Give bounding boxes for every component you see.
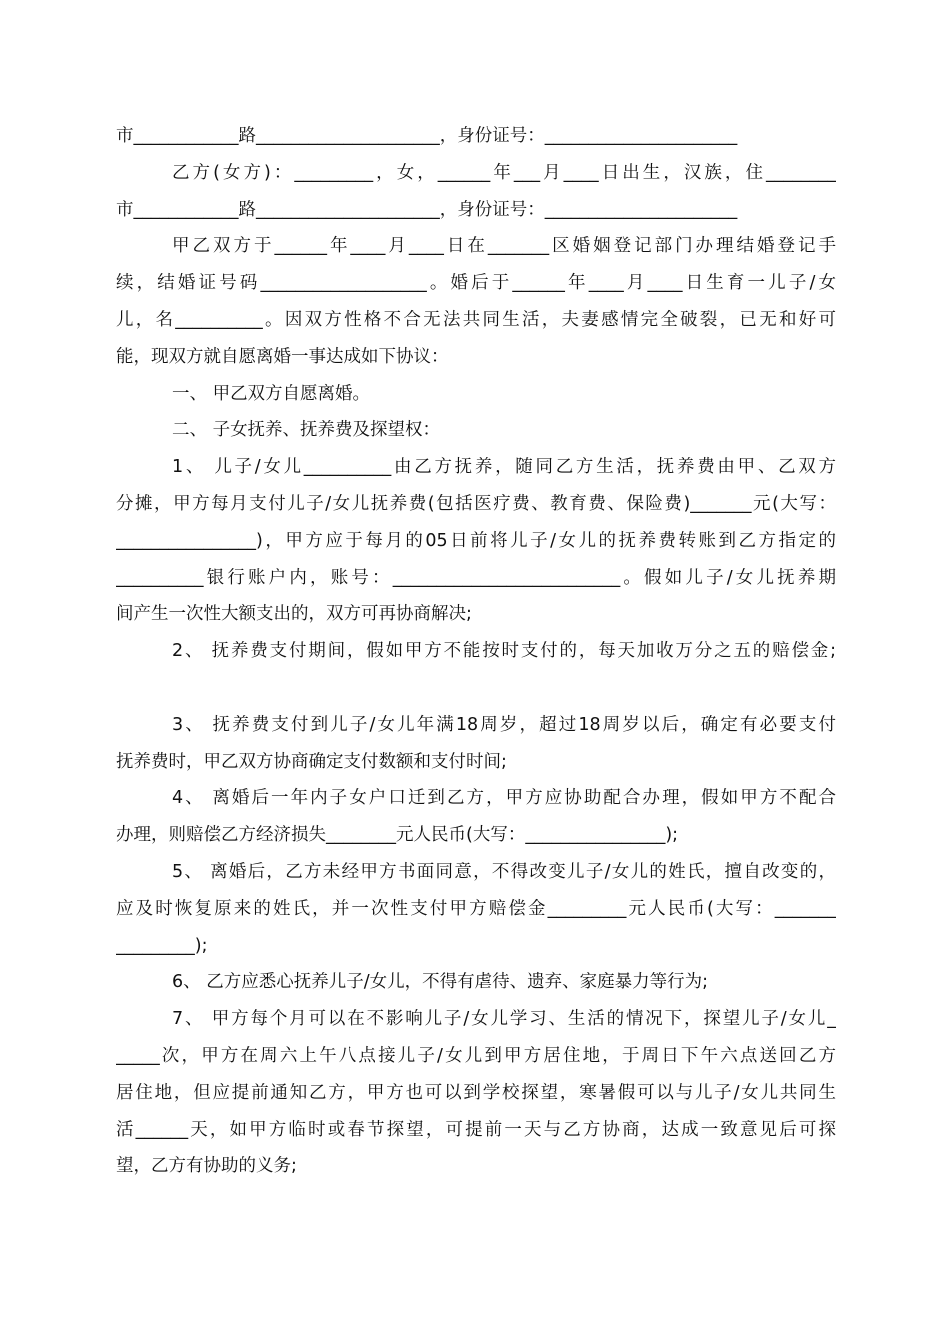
text-line: 抚养费时，甲乙双方协商确定支付数额和支付时间; <box>116 751 507 772</box>
text-line: _________); <box>116 935 208 956</box>
text-line: 间产生一次性大额支出的，双方可再协商解决; <box>116 604 472 625</box>
text-line: 办理，则赔偿乙方经济损失________元人民币(大写：________________); <box>116 825 679 846</box>
text-line: 居住地，但应提前通知乙方，甲方也可以到学校探望，寒暑假可以与儿子/女儿共同生 <box>116 1082 836 1103</box>
blank-line <box>116 670 836 707</box>
text-line: 甲乙双方于______年____月____日在_______区婚姻登记部门办理结婚登记手 <box>172 236 836 257</box>
text-line: 望，乙方有协助的义务; <box>116 1156 297 1177</box>
text-line: __________银行账户内，账号：__________________________。假如儿子/女儿抚养期 <box>116 567 836 588</box>
text-line: 续，结婚证号码___________________。婚后于______年____月____日生育一儿子/女 <box>116 273 836 294</box>
text-line: 市____________路_____________________，身份证号：______________________ <box>116 199 738 220</box>
text-line: 1、 儿子/女儿__________由乙方抚养，随同乙方生活，抚养费由甲、乙双方 <box>172 457 836 478</box>
text-line: 市____________路_____________________，身份证号：______________________ <box>116 126 738 146</box>
text-line: ________________)，甲方应于每月的05日前将儿子/女儿的抚养费转账到乙方指定的 <box>116 530 836 551</box>
text-line: 分摊，甲方每月支付儿子/女儿抚养费(包括医疗费、教育费、保险费)_______元(大写： <box>116 493 836 514</box>
text-line: 二、 子女抚养、抚养费及探望权： <box>172 420 441 441</box>
agreement-page <box>116 118 836 1185</box>
text-line: 一、 甲乙双方自愿离婚。 <box>172 383 371 404</box>
text-line: _____次，甲方在周六上午八点接儿子/女儿到甲方居住地，于周日下午六点送回乙方 <box>116 1045 836 1066</box>
text-line: 应及时恢复原来的姓氏，并一次性支付甲方赔偿金_________元人民币(大写：_______ <box>116 898 836 919</box>
text-line: 4、 离婚后一年内子女户口迁到乙方，甲方应协助配合办理，假如甲方不配合 <box>172 788 836 809</box>
text-line: 3、 抚养费支付到儿子/女儿年满18周岁，超过18周岁以后，确定有必要支付 <box>172 714 836 735</box>
text-line: 活______天，如甲方临时或春节探望，可提前一天与乙方协商，达成一致意见后可探 <box>116 1119 836 1140</box>
text-line: 能，现双方就自愿离婚一事达成如下协议： <box>116 346 449 367</box>
text-line: 6、 乙方应悉心抚养儿子/女儿，不得有虐待、遗弃、家庭暴力等行为; <box>172 972 708 993</box>
text-line: 2、 抚养费支付期间，假如甲方不能按时支付的，每天加收万分之五的赔偿金; <box>172 641 836 662</box>
text-line: 7、 甲方每个月可以在不影响儿子/女儿学习、生活的情况下，探望儿子/女儿_ <box>172 1009 836 1030</box>
text-line: 5、 离婚后，乙方未经甲方书面同意，不得改变儿子/女儿的姓氏，擅自改变的， <box>172 861 836 882</box>
text-line: 乙方(女方)：_________，女，______年___月____日出生，汉族，住________ <box>172 162 836 183</box>
text-line: 儿，名__________。因双方性格不合无法共同生活，夫妻感情完全破裂，已无和好可 <box>116 309 836 330</box>
